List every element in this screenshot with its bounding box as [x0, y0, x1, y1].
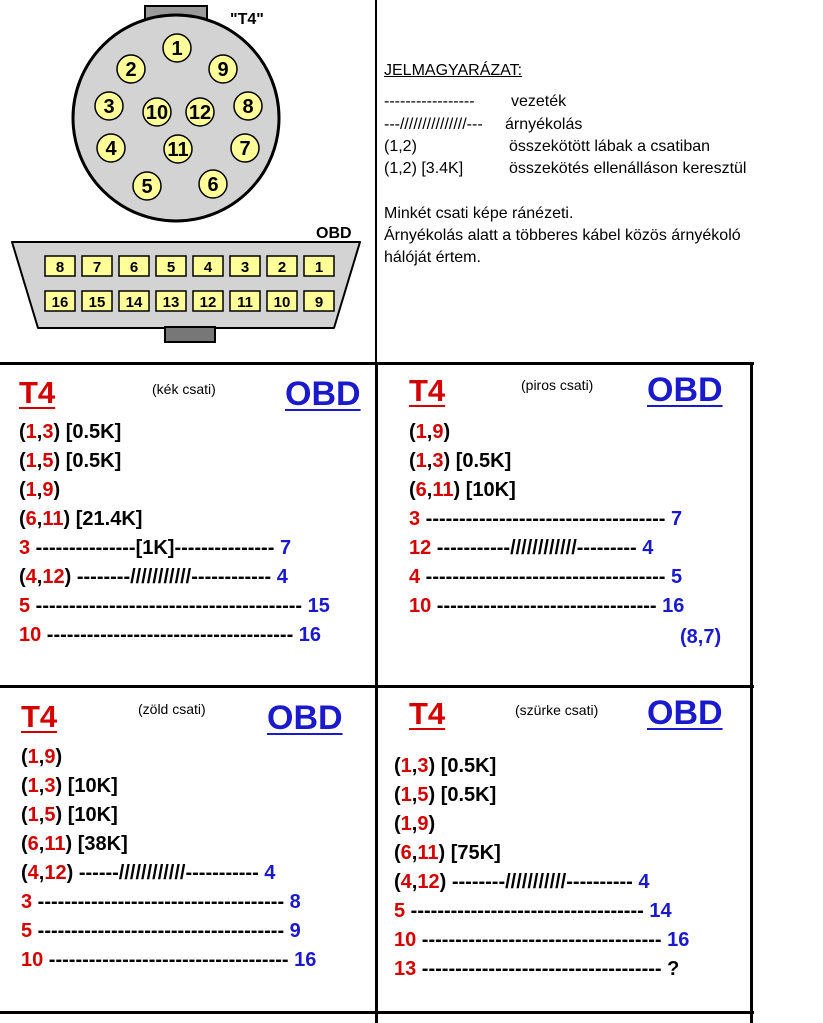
connection-row	[394, 958, 689, 987]
connection-row	[394, 755, 689, 784]
obd-pin-ref: 16	[667, 929, 690, 951]
comma: ,	[426, 479, 433, 501]
obd-pin	[82, 256, 112, 276]
obd-pin-number: 8	[55, 259, 65, 276]
t4-pin-ref: 3	[19, 537, 31, 559]
panel-red-extra-bridge	[680, 626, 721, 649]
t4-pin	[231, 134, 259, 162]
t4-pin	[164, 135, 192, 163]
connection-row	[409, 479, 684, 508]
t4-pin-ref: 6	[27, 833, 39, 855]
bracket: (	[394, 842, 401, 864]
panel-grey-connections	[394, 755, 689, 987]
bracket: )	[453, 479, 461, 501]
comma: ,	[38, 804, 45, 826]
bracket: )	[439, 871, 447, 893]
bracket: )	[63, 508, 71, 530]
connection-row	[394, 813, 689, 842]
t4-pin-ref: 1	[400, 755, 412, 777]
wire-line: ---------------[1K]---------------	[30, 537, 280, 559]
connection-row	[409, 450, 684, 479]
resistance-value: [10K]	[62, 775, 118, 797]
resistance-value: [0.5K]	[450, 450, 512, 472]
t4-pin-ref: 11	[44, 833, 66, 855]
connection-row	[19, 421, 330, 450]
bracket: )	[443, 421, 451, 443]
obd-pin	[119, 256, 149, 276]
wire-line: ------------------------------------	[416, 958, 668, 980]
bracket: )	[55, 746, 63, 768]
bracket: (	[409, 479, 416, 501]
panel-green-obd-heading: OBD	[267, 699, 343, 737]
wire-line: -----------////////////---------	[431, 537, 643, 559]
t4-pin-ref: 3	[42, 421, 54, 443]
t4-pin	[97, 134, 125, 162]
t4-pin-ref: 13	[394, 958, 417, 980]
obd-pin	[230, 291, 260, 311]
comma: ,	[697, 626, 704, 648]
t4-pin-ref: 1	[25, 450, 37, 472]
panel-blue-t4-heading: T4	[19, 375, 56, 410]
obd-pin-number: 15	[88, 294, 106, 311]
panel-blue-obd-heading: OBD	[285, 375, 361, 413]
t4-pin-ref: 4	[400, 871, 412, 893]
connection-row	[19, 624, 330, 653]
panel-grey-obd-heading: OBD	[647, 694, 723, 732]
t4-pin-ref: 1	[415, 450, 427, 472]
wire-line: -------------------------------------	[32, 891, 290, 913]
obd-pin	[267, 291, 297, 311]
t4-pin	[234, 92, 262, 120]
t4-pin-ref: 9	[44, 746, 56, 768]
obd-pin-ref: 4	[276, 566, 288, 588]
bracket: )	[438, 842, 446, 864]
connection-row	[394, 871, 689, 900]
t4-pin-ref: 11	[42, 508, 64, 530]
t4-pin-ref: 5	[21, 920, 33, 942]
t4-pin-ref: 9	[42, 479, 54, 501]
obd-pin	[156, 291, 186, 311]
obd-pin-number: 6	[129, 259, 139, 276]
divider-horizontal-2	[0, 685, 754, 688]
obd-pin-ref: 4	[642, 537, 654, 559]
comma: ,	[411, 871, 418, 893]
bracket: (	[21, 775, 28, 797]
obd-pin-ref: 7	[703, 626, 715, 648]
divider-vertical-mid	[375, 362, 378, 1023]
obd-pin-ref: 15	[307, 595, 330, 617]
legend-symbol-resistor: (1,2) [3.4K]	[384, 160, 464, 177]
obd-pin-number: 5	[166, 259, 176, 276]
t4-pin-number: 10	[145, 102, 169, 124]
obd-pin-ref: 8	[289, 891, 301, 913]
obd-pin-number: 10	[273, 294, 291, 311]
obd-pin-ref: 14	[649, 900, 672, 922]
obd-pin-number: 13	[162, 294, 180, 311]
wire-line: ---------------------------------	[431, 595, 663, 617]
legend-meaning-wire: vezeték	[511, 93, 567, 110]
bracket: )	[428, 755, 436, 777]
connection-row	[394, 929, 689, 958]
obd-pin-ref: ?	[667, 958, 680, 980]
obd-pin	[304, 291, 334, 311]
bracket: (	[19, 421, 26, 443]
connection-row	[19, 508, 330, 537]
obd-pin-ref: 4	[638, 871, 650, 893]
comma: ,	[426, 450, 433, 472]
bracket: (	[19, 450, 26, 472]
obd-pin-number: 9	[314, 294, 324, 311]
obd-pin-number: 3	[240, 259, 250, 276]
legend-meaning-bridge: összekötött lábak a csatiban	[509, 138, 711, 155]
bracket: (	[394, 784, 401, 806]
bracket: )	[428, 813, 436, 835]
legend-note-1: Minkét csati képe ránézeti.	[384, 205, 574, 222]
bracket: (	[680, 626, 687, 648]
t4-pin-number: 5	[141, 176, 153, 198]
connection-row	[21, 862, 316, 891]
connection-row	[21, 891, 316, 920]
t4-pin-number: 11	[167, 139, 189, 161]
t4-pin-ref: 1	[400, 813, 412, 835]
bracket: )	[66, 862, 74, 884]
comma: ,	[38, 862, 45, 884]
t4-pin-ref: 11	[417, 842, 439, 864]
connection-row	[21, 833, 316, 862]
t4-pin-number: 4	[105, 138, 117, 160]
legend-meaning-resistor: összekötés ellenálláson keresztül	[509, 160, 747, 177]
t4-pin	[95, 92, 123, 120]
t4-pin	[209, 55, 237, 83]
resistance-value: [21.4K]	[70, 508, 143, 530]
connection-row	[21, 804, 316, 833]
t4-pin-ref: 10	[19, 624, 42, 646]
obd-pin-ref: 9	[289, 920, 301, 942]
obd-pin	[193, 256, 223, 276]
bracket: (	[21, 746, 28, 768]
comma: ,	[411, 842, 418, 864]
t4-pin-ref: 5	[42, 450, 54, 472]
t4-pin-ref: 3	[409, 508, 421, 530]
t4-pin	[143, 98, 171, 126]
connection-row	[19, 537, 330, 566]
panel-blue-subtitle: (kék csati)	[152, 381, 216, 397]
bracket: (	[21, 833, 28, 855]
obd-pin-ref: 7	[671, 508, 683, 530]
wire-line: -------------------------------------	[41, 624, 299, 646]
connection-row	[394, 900, 689, 929]
connection-row	[19, 595, 330, 624]
legend-note-3: hálóját értem.	[384, 249, 481, 266]
bracket: )	[443, 450, 451, 472]
panel-green-connections	[21, 746, 316, 978]
divider-vertical-top	[375, 0, 377, 363]
divider-bottom	[0, 1011, 754, 1014]
connection-row	[409, 566, 684, 595]
obd-pin	[304, 256, 334, 276]
comma: ,	[411, 813, 418, 835]
divider-right-edge	[750, 362, 753, 1023]
obd-connector-body	[12, 242, 360, 328]
t4-pin-ref: 3	[417, 755, 429, 777]
comma: ,	[36, 479, 43, 501]
t4-pin-ref: 5	[394, 900, 406, 922]
t4-pin-ref: 12	[409, 537, 432, 559]
obd-pin	[230, 256, 260, 276]
t4-pin	[186, 98, 214, 126]
t4-pin-ref: 4	[27, 862, 39, 884]
comma: ,	[38, 833, 45, 855]
obd-pin-number: 1	[314, 259, 324, 276]
obd-pin-number: 7	[92, 259, 102, 276]
connection-row	[409, 421, 684, 450]
panel-green-subtitle: (zöld csati)	[138, 701, 206, 717]
panel-grey-t4-heading: T4	[409, 696, 446, 731]
wire-line: -----------------------------------	[405, 900, 650, 922]
connection-row	[21, 775, 316, 804]
panel-red-subtitle: (piros csati)	[521, 377, 594, 393]
t4-pin-ref: 11	[432, 479, 454, 501]
t4-pin-ref: 9	[417, 813, 429, 835]
resistance-value: [0.5K]	[60, 450, 122, 472]
comma: ,	[36, 508, 43, 530]
t4-pin-number: 3	[103, 96, 115, 118]
resistance-value: [0.5K]	[435, 784, 497, 806]
t4-pin-ref: 1	[27, 804, 39, 826]
t4-pin-ref: 12	[42, 566, 65, 588]
t4-pin-ref: 3	[44, 775, 56, 797]
wire-line: ------------------------------------	[416, 929, 668, 951]
comma: ,	[38, 746, 45, 768]
t4-pin	[117, 55, 145, 83]
obd-pin	[156, 256, 186, 276]
obd-pin	[82, 291, 112, 311]
panel-blue-connections	[19, 421, 330, 653]
connection-row	[19, 479, 330, 508]
t4-pin-number: 12	[188, 102, 212, 124]
wire-line: --------///////////----------	[446, 871, 639, 893]
bracket: )	[714, 626, 722, 648]
t4-pin-ref: 6	[400, 842, 412, 864]
obd-pin-number: 2	[277, 259, 287, 276]
bracket: )	[64, 566, 72, 588]
resistance-value: [75K]	[445, 842, 501, 864]
t4-pin-number: 9	[217, 59, 229, 81]
panel-green-t4-heading: T4	[21, 699, 58, 734]
bracket: )	[55, 775, 63, 797]
obd-pin-number: 4	[203, 259, 213, 276]
bracket: (	[409, 421, 416, 443]
obd-pin-ref: 7	[279, 537, 292, 559]
t4-pin-ref: 1	[415, 421, 427, 443]
obd-pin-ref: 16	[662, 595, 685, 617]
panel-grey-subtitle: (szürke csati)	[515, 702, 599, 718]
connection-row	[19, 566, 330, 595]
bracket: )	[55, 804, 63, 826]
obd-pin-ref: 4	[264, 862, 276, 884]
t4-pin	[199, 170, 227, 198]
resistance-value: [10K]	[62, 804, 118, 826]
obd-pin-ref: 8	[686, 626, 698, 648]
legend-symbol-bridge: (1,2)	[384, 138, 417, 155]
obd-pin-ref: 16	[294, 949, 317, 971]
t4-pin-ref: 1	[400, 784, 412, 806]
bracket: (	[21, 804, 28, 826]
obd-pin	[267, 256, 297, 276]
t4-pin-ref: 5	[19, 595, 31, 617]
t4-pin-ref: 3	[21, 891, 33, 913]
t4-pin-ref: 10	[394, 929, 417, 951]
connection-row	[394, 842, 689, 871]
bracket: (	[21, 862, 28, 884]
legend-meaning-shield: árnyékolás	[505, 116, 583, 133]
obd-connector-label: OBD	[316, 225, 352, 242]
t4-pin-ref: 5	[44, 804, 56, 826]
t4-pin	[163, 34, 191, 62]
t4-pin-number: 6	[207, 174, 219, 196]
comma: ,	[426, 421, 433, 443]
obd-pin	[119, 291, 149, 311]
t4-pin-ref: 12	[44, 862, 67, 884]
t4-pin-ref: 1	[25, 421, 37, 443]
bracket: (	[394, 871, 401, 893]
t4-pin-ref: 1	[25, 479, 37, 501]
wire-line: ------------------------------------	[420, 566, 672, 588]
resistance-value: [10K]	[460, 479, 516, 501]
connection-row	[21, 920, 316, 949]
comma: ,	[411, 784, 418, 806]
bracket: )	[65, 833, 73, 855]
obd-connector-key	[165, 327, 215, 342]
resistance-value: [0.5K]	[60, 421, 122, 443]
connector-diagram	[0, 0, 375, 362]
connection-row	[21, 949, 316, 978]
obd-pin-ref: 16	[298, 624, 322, 646]
obd-pin-number: 11	[237, 294, 253, 311]
bracket: (	[19, 508, 26, 530]
t4-pin-ref: 1	[27, 746, 39, 768]
t4-pin-ref: 10	[409, 595, 432, 617]
comma: ,	[411, 755, 418, 777]
panel-red-t4-heading: T4	[409, 373, 446, 408]
wire-line: ----------------------------------------	[30, 595, 308, 617]
legend-note-2: Árnyékolás alatt a többeres kábel közös árnyékoló	[384, 227, 741, 244]
connection-row	[409, 508, 684, 537]
comma: ,	[36, 450, 43, 472]
wire-line: --------///////////------------	[71, 566, 277, 588]
comma: ,	[36, 421, 43, 443]
wire-line: ------------------------------------	[43, 949, 295, 971]
connection-row	[21, 746, 316, 775]
obd-pin-number: 16	[51, 294, 69, 311]
bracket: )	[428, 784, 436, 806]
t4-pin-number: 7	[239, 138, 251, 160]
t4-pin-number: 8	[242, 96, 254, 118]
t4-pin-ref: 3	[432, 450, 444, 472]
connection-row	[409, 537, 684, 566]
bracket: (	[409, 450, 416, 472]
comma: ,	[38, 775, 45, 797]
wire-line: ------------------------------------	[420, 508, 672, 530]
t4-connector-label: "T4"	[230, 11, 264, 28]
bracket: (	[394, 813, 401, 835]
t4-pin-ref: 6	[415, 479, 427, 501]
bracket: )	[53, 450, 61, 472]
t4-pin-ref: 6	[25, 508, 37, 530]
t4-pin-ref: 9	[432, 421, 444, 443]
wire-line: ------////////////-----------	[73, 862, 265, 884]
t4-pin-ref: 4	[25, 566, 37, 588]
t4-pin-ref: 4	[409, 566, 421, 588]
t4-pin-ref: 1	[27, 775, 39, 797]
obd-pin-number: 14	[125, 294, 143, 311]
obd-pin	[45, 291, 75, 311]
connection-row	[19, 450, 330, 479]
t4-pin-number: 1	[171, 38, 183, 60]
resistance-value: [0.5K]	[435, 755, 497, 777]
panel-red-obd-heading: OBD	[647, 371, 723, 409]
wire-line: -------------------------------------	[32, 920, 290, 942]
t4-pin	[133, 172, 161, 200]
obd-pin-ref: 5	[671, 566, 683, 588]
obd-pin-number: 12	[199, 294, 217, 311]
comma: ,	[36, 566, 43, 588]
obd-pin	[45, 256, 75, 276]
resistance-value: [38K]	[72, 833, 128, 855]
bracket: )	[53, 421, 61, 443]
bracket: (	[394, 755, 401, 777]
legend-symbol-wire: -----------------	[384, 93, 475, 110]
legend-title: JELMAGYARÁZAT:	[384, 62, 523, 79]
connection-row	[409, 595, 684, 624]
legend-symbol-shield: ---///////////////---	[384, 116, 483, 133]
t4-pin-ref: 5	[417, 784, 429, 806]
bracket: )	[53, 479, 61, 501]
panel-red-connections	[409, 421, 684, 624]
t4-pin-ref: 12	[417, 871, 440, 893]
obd-pin	[193, 291, 223, 311]
connection-row	[394, 784, 689, 813]
bracket: (	[19, 479, 26, 501]
t4-pin-ref: 10	[21, 949, 44, 971]
t4-pin-number: 2	[125, 59, 137, 81]
bracket: (	[19, 566, 26, 588]
